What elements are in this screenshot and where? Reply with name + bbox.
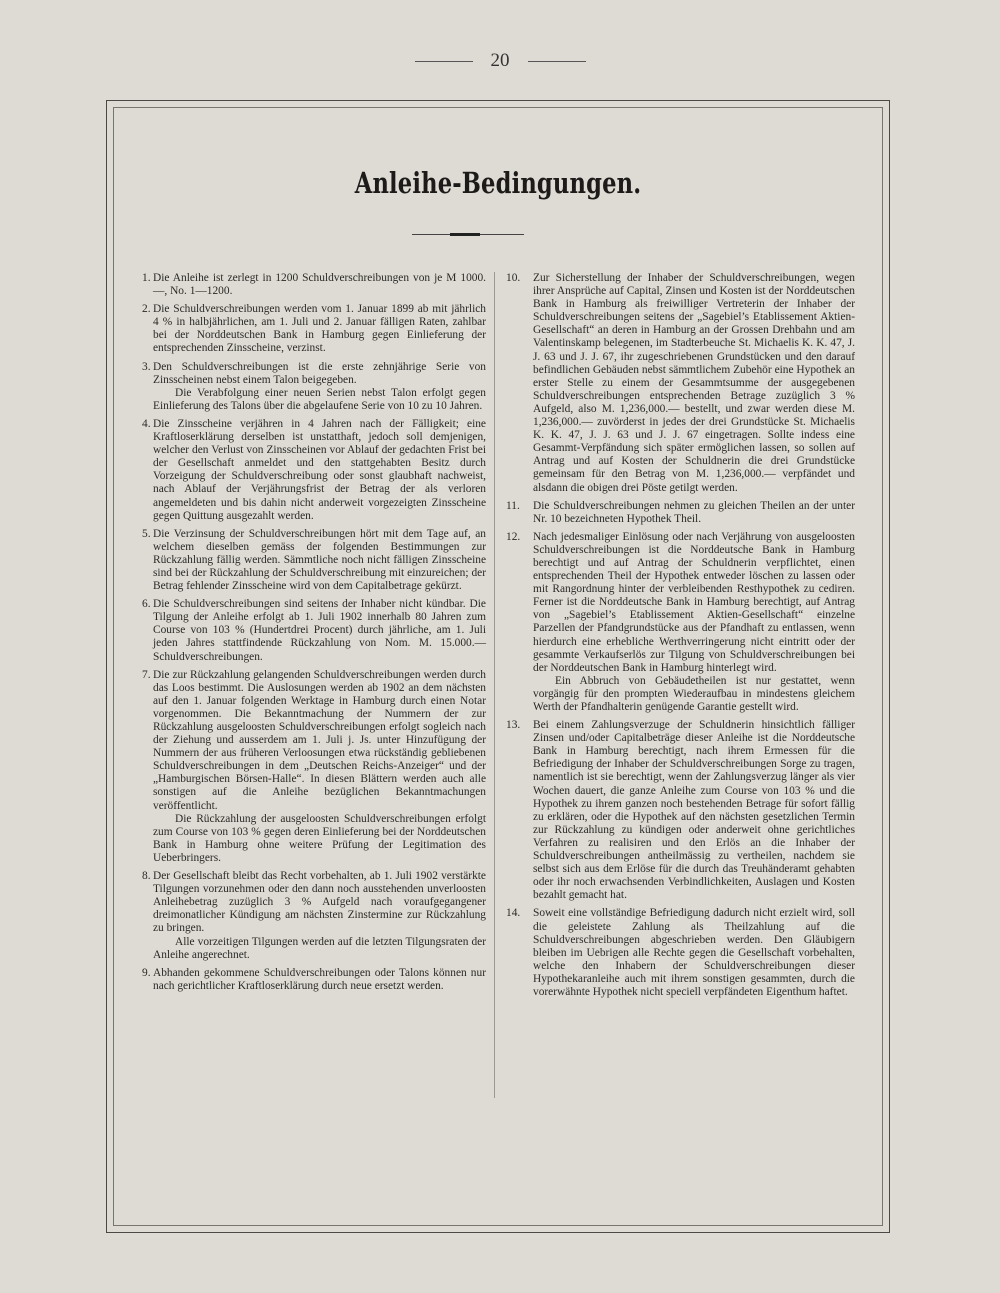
- condition-paragraph: Die Schuldverschreibungen sind seitens der Inhaber nicht kündbar. Die Tilgung der Anleihe erfolgt ab 1. Juli 1902 innerhalb 80 Jahren zum Course von 103 % (Hundertdrei Procent) durch jährliche, am 1. Juli jeden Jahres stattfindende Rückzahlung von Nom. M. 15.000.— Schuldverschreibungen.: [153, 598, 486, 663]
- condition-body: [153, 528, 486, 593]
- condition-body: [153, 361, 486, 413]
- condition-paragraph: Abhanden gekommene Schuldverschreibungen oder Talons können nur nach gerichtlicher Kraftloserklärung durch neue ersetzt werden.: [153, 966, 486, 992]
- condition-item: [142, 361, 486, 413]
- condition-paragraph: Der Gesellschaft bleibt das Recht vorbehalten, ab 1. Juli 1902 verstärkte Tilgungen vorzunehmen oder den dann noch ausstehenden unverloosten Anleihebetrag zuzüglich 3 % Aufgeld nach voraufgegangener dreimonatlicher Kündigung am nächsten Zinstermine zur Rückzahlung zu bringen.: [153, 870, 486, 935]
- condition-number: 11.: [506, 499, 520, 512]
- condition-number: 8.: [142, 870, 151, 883]
- condition-number: 9.: [142, 966, 151, 979]
- condition-paragraph: Alle vorzeitigen Tilgungen werden auf die letzten Tilgungsraten der Anleihe angerechnet.: [153, 935, 486, 961]
- condition-item: [142, 669, 486, 865]
- condition-number: 2.: [142, 303, 151, 316]
- condition-item: [142, 528, 486, 593]
- condition-body: [153, 870, 486, 962]
- condition-body: [153, 669, 486, 865]
- condition-paragraph: Bei einem Zahlungsverzuge der Schuldnerin hinsichtlich fälliger Zinsen und/oder Capitalbeträge dieser Anleihe ist die Norddeutsche Bank in Hamburg berechtigt, nach ihrem Ermessen für die Befriedigung der Inhaber der Schuldverschreibungen Sorge zu tragen, namentlich ist sie berechtigt, wenn der Zahlungsverzug länger als vier Wochen dauert, die ganze Anleihe zum Course von 103 % und die Hypothek zu ihrem ganzen noch bestehenden Betrage für sofort fällig zu erklären, oder die Hypothek auf den nächsten gesetzlichen Termin zur Rückzahlung zu kündigen oder anderweit ohne gerichtliches Verfahren zu realisiren und den Erlös an die Inhaber der Schuldverschreibungen antheilmässig zu vertheilen, nachdem sie selbst sich aus dem Erlöse für die durch das Treuhänderamt gehabten oder ihr noch erwachsenden Verbindlichkeiten, Auslagen und Kosten bezahlt gemacht hat.: [533, 719, 855, 902]
- condition-body: [153, 967, 486, 993]
- condition-body: [153, 418, 486, 523]
- condition-body: [153, 303, 486, 355]
- condition-item: [506, 531, 855, 714]
- header-rule-right: [528, 61, 586, 62]
- condition-item: [506, 719, 855, 902]
- column-divider: [494, 272, 495, 1098]
- condition-paragraph: Die Schuldverschreibungen nehmen zu gleichen Theilen an der unter Nr. 10 bezeichneten Hypothek Theil.: [533, 499, 855, 525]
- condition-item: [142, 303, 486, 355]
- condition-paragraph: Soweit eine vollständige Befriedigung dadurch nicht erzielt wird, soll die geleistete Zahlung als Theilzahlung auf die Schuldverschreibungen abgeschrieben werden. Den Gläubigern bleiben im Uebrigen alle Rechte gegen die Gesellschaft vorbehalten, welche den Inhabern der Schuldverschreibungen dieser Hypothekaranleihe auch mit ihrem sonstigen gesammten, durch die vorerwähnte Hypothek nicht speciell verpfändeten Eigenthum haftet.: [533, 907, 855, 998]
- condition-number: 7.: [142, 668, 151, 681]
- condition-paragraph: Zur Sicherstellung der Inhaber der Schuldverschreibungen, wegen ihrer Ansprüche auf Capital, Zinsen und Kosten ist der Norddeutschen Bank in Hamburg als freiwilliger Vertreterin der Inhaber der Schuldverschreibungen seitens der „Sagebiel’s Etablissement Aktien-Gesellschaft“ an deren in Hamburg an der Grossen Drehbahn und am Valentinskamp belegenen, im Stadterbeuche St. Michaelis K. K. 47, J. J. 63 und J. J. 67, ihr zugeschriebenen Grundstücken und den darauf befindlichen Gebäuden nebst sämmtlichem Zubehör eine Hypothek an erster Stelle zu einem der Gesammtsumme der ausgegebenen Schuldverschreibungen entsprechenden Betrage zuzüglich 3 % Aufgeld, also M. 1,236,000.— bestellt, und zwar werden diese M. 1,236,000.— zuvörderst in jedes der drei Grundstücke St. Michaelis K. K. 47, J. J. 63 und J. J. 67 eingetragen. Sollte indess eine Gesammt-Verpfändung sich später ermöglichen lassen, so sollen auf Antrag und auf Kosten der Schuldnerin die drei Grundstücke gemeinsam für den Betrag von M. 1,236,000.— verpfändet und alsdann die obigen drei Pöste getilgt werden.: [533, 272, 855, 494]
- condition-number: 6.: [142, 598, 151, 611]
- condition-body: [533, 531, 855, 714]
- condition-number: 14.: [506, 907, 521, 920]
- condition-item: [506, 907, 855, 999]
- condition-body: [153, 272, 486, 298]
- condition-paragraph: Die zur Rückzahlung gelangenden Schuldverschreibungen werden durch das Loos bestimmt. Die Auslosungen werden ab 1902 an dem nächsten auf den 1. Januar folgenden Werktage in Hamburg durch einen Notar vorgenommen. Die Bekanntmachung der Nummern der zur Rückzahlung ausgeloosten Schuldverschreibungen erfolgt sogleich nach der Ziehung und ausserdem am 1. Juli j. Js. unter Hinzufügung der Nummern der aus früheren Verloosungen etwa rückständig gebliebenen Schuldverschreibungen in dem „Deutschen Reichs-Anzeiger“ und der „Hamburgischen Börsen-Halle“. In diesen Blättern werden auch alle sonstigen auf die Anleihe bezüglichen Bekanntmachungen veröffentlicht.: [153, 668, 486, 812]
- condition-number: 13.: [506, 719, 521, 732]
- condition-paragraph: Die Anleihe ist zerlegt in 1200 Schuldverschreibungen von je M 1000.—, No. 1—1200.: [153, 272, 486, 298]
- condition-body: [533, 907, 855, 999]
- condition-item: [142, 272, 486, 298]
- condition-item: [506, 500, 855, 526]
- condition-paragraph: Die Rückzahlung der ausgeloosten Schuldverschreibungen erfolgt zum Course von 103 % gegen deren Einlieferung bei der Norddeutschen Bank in Hamburg ohne weitere Prüfung der Legitimation des Ueberbringers.: [153, 812, 486, 864]
- condition-number: 10.: [506, 272, 521, 284]
- condition-number: 3.: [142, 360, 151, 373]
- page-number: 20: [490, 50, 510, 71]
- condition-body: [533, 500, 855, 526]
- page-title: Anleihe-Bedingungen.: [354, 166, 642, 200]
- condition-body: [533, 719, 855, 902]
- condition-item: [142, 870, 486, 962]
- condition-body: [533, 272, 855, 495]
- condition-body: [153, 598, 486, 663]
- condition-paragraph: Die Verabfolgung einer neuen Serien nebst Talon erfolgt gegen Einlieferung des Talons über die abgelaufene Serie von 10 zu 10 Jahren.: [153, 386, 486, 412]
- title-rule: [412, 234, 524, 235]
- right-column: [506, 272, 855, 1004]
- condition-item: [142, 418, 486, 523]
- condition-number: 4.: [142, 417, 151, 430]
- condition-paragraph: Die Verzinsung der Schuldverschreibungen hört mit dem Tage auf, an welchem dieselben gemäss der folgenden Bestimmungen zur Rückzahlung fällig werden. Sämmtliche noch nicht fälligen Zinsscheine sind bei der Rückzahlung der Schuldverschreibung mit einzureichen; der Betrag fehlender Zinsscheine wird von dem Capitalbetrage gekürzt.: [153, 527, 486, 593]
- condition-paragraph: Nach jedesmaliger Einlösung oder nach Verjährung von ausgeloosten Schuldverschreibungen ist die Norddeutsche Bank in Hamburg berechtigt und auf Antrag der Schuldnerin verpflichtet, einen entsprechenden Theil der Hypothek entweder löschen zu lassen oder mit Rangordnung hinter der verbleibenden Resthypothek zu cediren. Ferner ist die Norddeutsche Bank in Hamburg berechtigt, auf Antrag von „Sagebiel’s Etablissement Aktien-Gesellschaft“ einzelne Parzellen der Pfandgrundstücke aus der Pfandhaft zu entlassen, wenn hierdurch eine erhebliche Werthverringerung nicht eintritt oder der gesammte Verkaufserlös zur Tilgung von Schuldverschreibungen bei der Norddeutschen Bank in Hamburg hinterlegt wird.: [533, 530, 855, 674]
- condition-number: 1.: [142, 272, 151, 284]
- condition-number: 5.: [142, 527, 151, 540]
- condition-paragraph: Ein Abbruch von Gebäudetheilen ist nur gestattet, wenn vorgängig für den prompten Wiederaufbau in mindestens gleichem Werth der Pfandhalterin genügende Garantie gestellt wird.: [533, 674, 855, 713]
- condition-item: [142, 967, 486, 993]
- condition-paragraph: Die Schuldverschreibungen werden vom 1. Januar 1899 ab mit jährlich 4 % in halbjährlichen, am 1. Juli und 2. Januar fälligen Raten, zahlbar bei der Norddeutschen Bank in Hamburg gegen Einlieferung der entsprechenden Zinsscheine, verzinst.: [153, 303, 486, 355]
- condition-item: [506, 272, 855, 495]
- condition-paragraph: Die Zinsscheine verjähren in 4 Jahren nach der Fälligkeit; eine Kraftloserklärung derselben ist unstatthaft, jedoch soll demjenigen, welcher den Verlust von Zinsscheinen vor Ablauf der gedachten Frist bei der Gesellschaft anmeldet und den stattgehabten Besitz durch Vorzeigung der Schuldverschreibung oder sonst glaubhaft nachweist, nach Ablauf der Verjährungsfrist der Betrag der als verloren angemeldeten und bis dahin nicht anderweit vorgezeigten Zinsscheine gegen Quittung ausgezahlt werden.: [153, 417, 486, 522]
- page-header: [0, 46, 1000, 76]
- header-rule-left: [415, 61, 473, 62]
- condition-item: [142, 598, 486, 663]
- condition-paragraph: Den Schuldverschreibungen ist die erste zehnjährige Serie von Zinsscheinen nebst einem Talon beigegeben.: [153, 360, 486, 386]
- left-column: [142, 272, 486, 998]
- condition-number: 12.: [506, 530, 521, 543]
